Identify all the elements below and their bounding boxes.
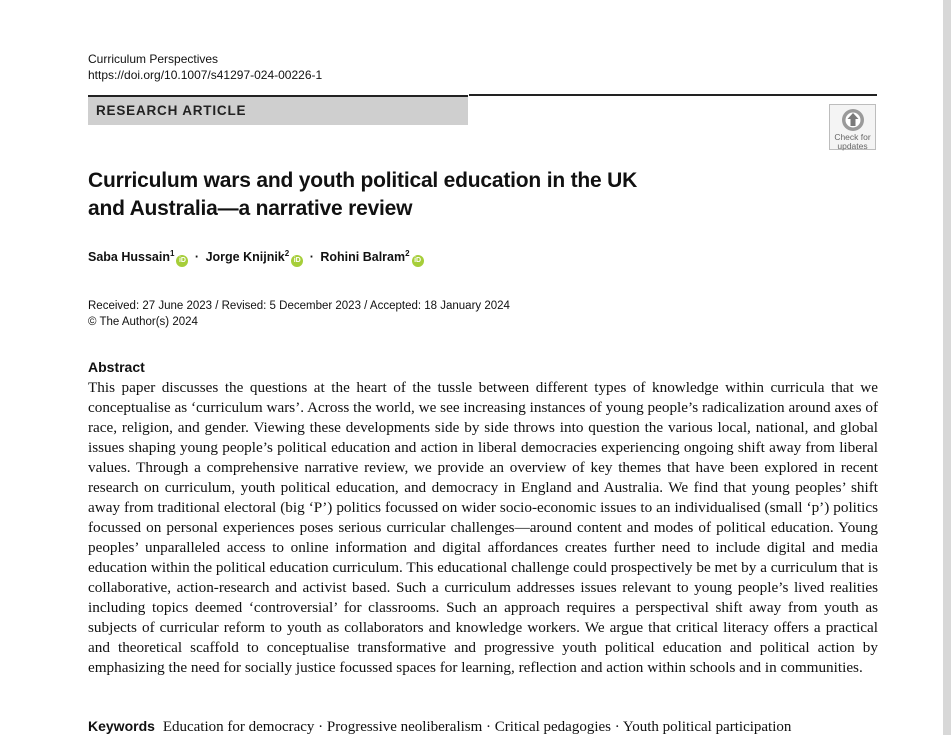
orcid-icon[interactable]: iD: [412, 255, 424, 267]
title-line-1: Curriculum wars and youth political education in the UK: [88, 169, 638, 192]
article-title: [88, 167, 708, 223]
viewer-scrollbar[interactable]: [943, 0, 951, 735]
copyright-notice: © The Author(s) 2024: [88, 316, 198, 328]
title-line-2: and Australia—a narrative review: [88, 197, 413, 220]
author-affiliation: 2: [284, 249, 290, 258]
author-separator: ·: [309, 250, 314, 265]
check-updates-icon: [841, 108, 865, 132]
keywords-list: Education for democracy · Progressive neoliberalism · Critical pedagogies · Youth political participation: [162, 719, 792, 735]
author-name[interactable]: Rohini Balram: [320, 250, 406, 265]
author-list: [88, 249, 424, 267]
author-affiliation: 2: [405, 249, 410, 258]
check-for-updates-button[interactable]: [829, 104, 876, 150]
orcid-icon[interactable]: iD: [176, 255, 188, 267]
check-updates-label-1: Check for: [834, 132, 871, 142]
check-updates-label-2: updates: [837, 140, 868, 151]
author-separator: ·: [194, 250, 200, 265]
abstract-heading: Abstract: [88, 359, 145, 375]
author-name[interactable]: Jorge Knijnik: [205, 250, 285, 265]
orcid-icon[interactable]: iD: [291, 255, 303, 267]
article-type-banner: RESEARCH ARTICLE: [88, 95, 468, 125]
journal-name: Curriculum Perspectives: [88, 52, 219, 66]
author-affiliation: 1: [169, 249, 175, 258]
header-rule: [469, 94, 877, 96]
date-history: Received: 27 June 2023 / Revised: 5 December 2023 / Accepted: 18 January 2024: [88, 300, 510, 312]
abstract-text: This paper discusses the questions at the heart of the tussle between different types of knowledge within curricula that we conceptualise as ‘curriculum wars’. Across the world, we see increasing instances of young people’s radicalization around axes of race, religion, and gender. Viewing these developments side by side throws into question the various local, national, and global issues shaping young people’s political education and action in liberal democracies experiencing ongoing shift away from liberal values. Through a comprehensive narrative review, we provide an overview of key themes that have been explored in recent research on curriculum, youth political education, and democracy in England and Australia. We find that young peoples’ shift away from traditional electoral (big ‘P’) politics focussed on wider socio-economic issues to an individualised (small ‘p’) politics focussed on personal experiences poses serious curricular challenges—around content and modes of political education. Young peoples’ unparalleled access to online information and digital affordances creates further need to include digital and media education within the political education curriculum. This educational challenge could prospectively be met by a curriculum that is collaborative, action-research and activist based. Such a curriculum addresses issues relevant to young people’s lived realities including topics deemed ‘controversial’ for classrooms. Such an approach requires a perspectival shift away from youth as subjects of curricular reform to youth as collaborators and knowledge workers. We argue that critical literacy offers a practical and theoretical scaffold to conceptualise transformative and progressive youth political education and political action by emphasizing the need for socially justice focussed spaces for learning, reflection and action within schools and in communities.: [88, 379, 878, 676]
doi-link[interactable]: https://doi.org/10.1007/s41297-024-00226-1: [88, 68, 323, 82]
keywords-line: [88, 718, 791, 735]
article-dates: [88, 298, 510, 330]
author-name[interactable]: Saba Hussain: [88, 250, 170, 265]
keywords-label: Keywords: [88, 718, 155, 734]
journal-info: [88, 51, 322, 83]
